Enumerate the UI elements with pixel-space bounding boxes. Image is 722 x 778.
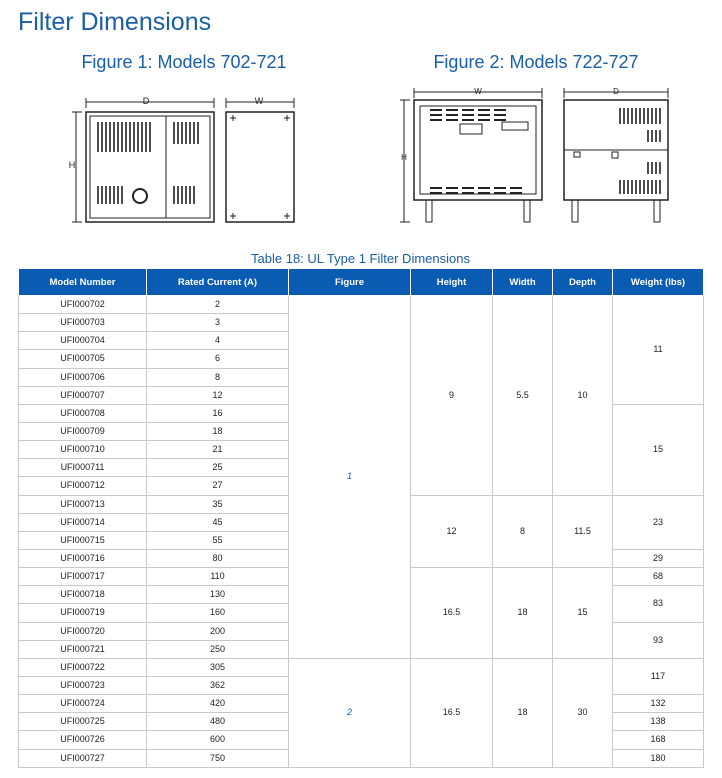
current-cell: 2 [147,296,289,314]
current-cell: 3 [147,314,289,332]
model-cell: UFI000720 [19,622,147,640]
current-cell: 305 [147,658,289,676]
fig1-label-w: W [254,96,264,106]
header-depth: Depth [553,269,613,296]
header-model-number: Model Number [19,269,147,296]
current-cell: 6 [147,350,289,368]
height-cell: 16.5 [411,658,493,767]
height-cell: 9 [411,296,493,496]
current-cell: 21 [147,441,289,459]
figure-1-caption: Figure 1: Models 702-721 [81,52,287,72]
header-rated-current: Rated Current (A) [147,269,289,296]
weight-cell: 138 [613,713,704,731]
current-cell: 200 [147,622,289,640]
model-cell: UFI000709 [19,422,147,440]
header-figure: Figure [289,269,411,296]
current-cell: 250 [147,640,289,658]
model-cell: UFI000719 [19,604,147,622]
model-cell: UFI000722 [19,658,147,676]
table-row [19,658,704,676]
current-cell: 12 [147,386,289,404]
weight-cell: 93 [613,622,704,658]
width-cell: 8 [493,495,553,568]
model-cell: UFI000718 [19,586,147,604]
current-cell: 362 [147,676,289,694]
model-cell: UFI000714 [19,513,147,531]
weight-cell: 29 [613,549,704,567]
weight-cell: 132 [613,695,704,713]
current-cell: 130 [147,586,289,604]
fig1-label-h: H [68,160,76,170]
header-weight: Weight (lbs) [613,269,704,296]
header-width: Width [493,269,553,296]
current-cell: 16 [147,404,289,422]
model-cell: UFI000706 [19,368,147,386]
current-cell: 420 [147,695,289,713]
page-title: Filter Dimensions [18,8,212,36]
depth-cell: 10 [553,296,613,496]
weight-cell: 168 [613,731,704,749]
model-cell: UFI000708 [19,404,147,422]
weight-cell: 15 [613,404,704,495]
model-cell: UFI000726 [19,731,147,749]
model-cell: UFI000703 [19,314,147,332]
width-cell: 18 [493,568,553,659]
current-cell: 4 [147,332,289,350]
model-cell: UFI000705 [19,350,147,368]
height-cell: 12 [411,495,493,568]
model-cell: UFI000704 [19,332,147,350]
depth-cell: 11.5 [553,495,613,568]
figure-2-drawing [396,84,686,229]
header-height: Height [411,269,493,296]
model-cell: UFI000702 [19,296,147,314]
fig2-label-h: H [401,153,407,162]
figure-cell[interactable]: 1 [289,296,411,659]
model-cell: UFI000707 [19,386,147,404]
model-cell: UFI000724 [19,695,147,713]
model-cell: UFI000710 [19,441,147,459]
current-cell: 160 [147,604,289,622]
current-cell: 55 [147,531,289,549]
model-cell: UFI000713 [19,495,147,513]
weight-cell: 11 [613,296,704,405]
model-cell: UFI000723 [19,676,147,694]
filter-dimensions-table [18,268,704,768]
current-cell: 18 [147,422,289,440]
height-cell: 16.5 [411,568,493,659]
fig1-label-d: D [142,96,150,106]
current-cell: 25 [147,459,289,477]
current-cell: 80 [147,549,289,567]
depth-cell: 30 [553,658,613,767]
model-cell: UFI000717 [19,568,147,586]
table-row [19,296,704,314]
model-cell: UFI000727 [19,749,147,767]
figure-2-caption: Figure 2: Models 722-727 [433,52,639,72]
weight-cell: 23 [613,495,704,549]
depth-cell: 15 [553,568,613,659]
table-header-row [19,269,704,296]
model-cell: UFI000725 [19,713,147,731]
current-cell: 110 [147,568,289,586]
weight-cell: 83 [613,586,704,622]
weight-cell: 117 [613,658,704,694]
weight-cell: 180 [613,749,704,767]
current-cell: 27 [147,477,289,495]
figure-cell[interactable]: 2 [289,658,411,767]
width-cell: 18 [493,658,553,767]
model-cell: UFI000715 [19,531,147,549]
current-cell: 480 [147,713,289,731]
current-cell: 600 [147,731,289,749]
figure-1-drawing [66,92,306,232]
weight-cell: 68 [613,568,704,586]
fig2-label-w: W [474,87,482,96]
width-cell: 5.5 [493,296,553,496]
table-caption: Table 18: UL Type 1 Filter Dimensions [251,251,470,266]
current-cell: 750 [147,749,289,767]
model-cell: UFI000711 [19,459,147,477]
model-cell: UFI000716 [19,549,147,567]
current-cell: 45 [147,513,289,531]
model-cell: UFI000721 [19,640,147,658]
current-cell: 35 [147,495,289,513]
model-cell: UFI000712 [19,477,147,495]
fig2-label-d: D [613,87,619,96]
current-cell: 8 [147,368,289,386]
